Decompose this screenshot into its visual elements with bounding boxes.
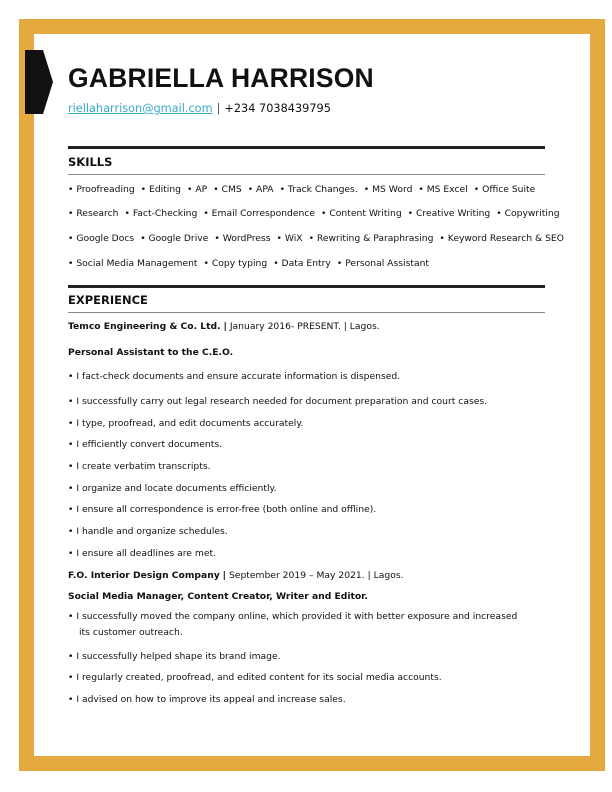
- job-2-bullet: • I successfully helped shape its brand image.: [68, 651, 281, 662]
- experience-title: EXPERIENCE: [68, 293, 148, 307]
- job-2-details: September 2019 – May 2021. | Lagos.: [228, 570, 404, 581]
- skill-item: • Content Writing: [321, 208, 402, 219]
- candidate-name: GABRIELLA HARRISON: [68, 63, 374, 93]
- skills-row-4: [68, 258, 548, 269]
- skill-item: • Keyword Research & SEO: [439, 233, 564, 244]
- skill-item: • APA: [247, 184, 274, 195]
- email-link[interactable]: riellaharrison@gmail.com: [68, 102, 213, 115]
- job-1-bullet: • I ensure all correspondence is error-free (both online and offline).: [68, 504, 377, 515]
- job-1-company: Temco Engineering & Co. Ltd.: [68, 321, 221, 332]
- skill-item: • Copy typing: [203, 258, 268, 269]
- skill-item: • Creative Writing: [407, 208, 491, 219]
- contact-separator: |: [216, 102, 221, 115]
- skills-row-1: [68, 184, 548, 195]
- job-1-bullet: • I fact-check documents and ensure accurate information is dispensed.: [68, 371, 401, 382]
- job-1-role: Personal Assistant to the C.E.O.: [68, 347, 234, 358]
- skill-item: • Social Media Management: [68, 258, 198, 269]
- skill-item: • MS Excel: [418, 184, 468, 195]
- job-2-role: Social Media Manager, Content Creator, Writer and Editor.: [68, 591, 368, 602]
- skill-item: • Rewriting & Paraphrasing: [308, 233, 434, 244]
- skill-item: • Data Entry: [273, 258, 331, 269]
- phone-number: +234 7038439795: [224, 102, 331, 115]
- skill-item: • Personal Assistant: [336, 258, 430, 269]
- skill-item: • MS Word: [363, 184, 413, 195]
- skill-item: • Copywriting: [496, 208, 560, 219]
- skill-item: • Google Docs: [68, 233, 135, 244]
- job-1-bullet: • I successfully carry out legal research needed for document preparation and court cases.: [68, 396, 488, 407]
- skill-item: • Research: [68, 208, 119, 219]
- skills-title: SKILLS: [68, 155, 113, 169]
- skill-item: • AP: [187, 184, 208, 195]
- skill-item: • Office Suite: [473, 184, 536, 195]
- job-1-header: [68, 321, 538, 332]
- skill-item: • Editing: [140, 184, 182, 195]
- job-1-bullet: • I ensure all deadlines are met.: [68, 548, 216, 559]
- skill-item: • Track Changes.: [279, 184, 358, 195]
- job-2-bullet: • I successfully moved the company online, which provided it with better exposure and increased its customer outreach.: [68, 611, 518, 638]
- job-1-bar: |: [223, 321, 227, 332]
- job-2-bullet: • I advised on how to improve its appeal and increase sales.: [68, 694, 346, 705]
- skill-item: • Email Correspondence: [203, 208, 316, 219]
- skill-item: • Proofreading: [68, 184, 135, 195]
- skills-rule-bottom: [68, 174, 545, 175]
- job-2-bar: |: [222, 570, 227, 581]
- experience-rule-top: [68, 285, 545, 288]
- job-2-header: [68, 570, 538, 581]
- job-2-bullet: • I regularly created, proofread, and edited content for its social media accounts.: [68, 672, 442, 683]
- header-tab-marker: [25, 50, 53, 114]
- job-1-bullet: • I type, proofread, and edit documents accurately.: [68, 418, 304, 429]
- job-1-bullet: • I organize and locate documents efficiently.: [68, 483, 277, 494]
- skill-item: • CMS: [213, 184, 242, 195]
- job-1-details: January 2016- PRESENT. | Lagos.: [229, 321, 380, 332]
- job-1-bullet: • I efficiently convert documents.: [68, 439, 223, 450]
- skill-item: • Fact-Checking: [124, 208, 198, 219]
- skills-rule-top: [68, 146, 545, 149]
- experience-rule-bottom: [68, 312, 545, 313]
- skills-row-3: [68, 233, 564, 244]
- job-1-bullet: • I create verbatim transcripts.: [68, 461, 211, 472]
- skill-item: • WiX: [276, 233, 303, 244]
- job-1-bullet: • I handle and organize schedules.: [68, 526, 228, 537]
- skill-item: • WordPress: [214, 233, 271, 244]
- job-2-company: F.O. Interior Design Company: [68, 570, 220, 581]
- skill-item: • Google Drive: [140, 233, 209, 244]
- skills-row-2: [68, 208, 560, 219]
- contact-line: [68, 102, 331, 115]
